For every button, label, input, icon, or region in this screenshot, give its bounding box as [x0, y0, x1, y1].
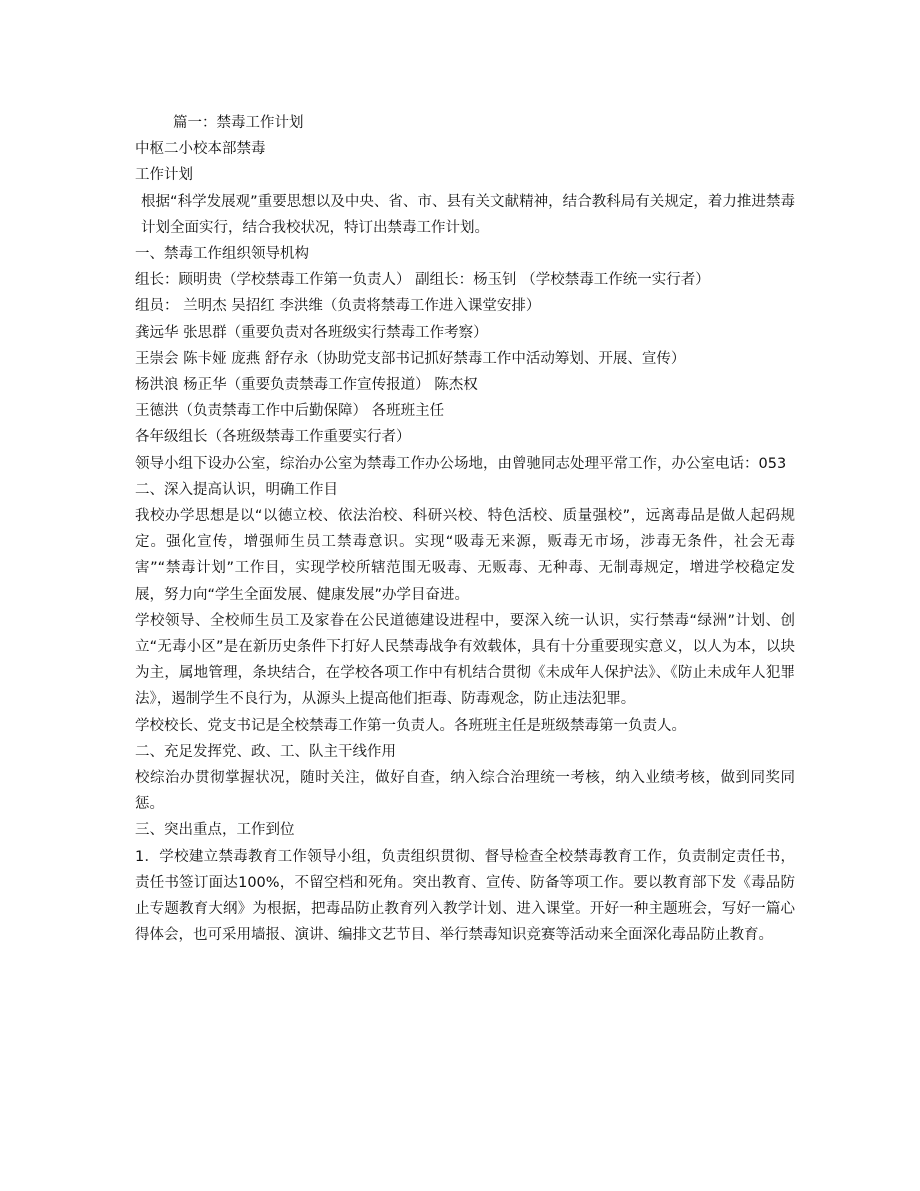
section-1-members-line-6: 各年级组长（各班级禁毒工作重要实行者）: [135, 429, 411, 446]
section-4-paragraph-1: 1．学校建立禁毒教育工作领导小组，负责组织贯彻、督导检查全校禁毒教育工作，负责制定责任书，责任书签订面达100%，不留空档和死角。突出教育、宣传、防备等项工作。要以教育部下发《毒品防止专题教育大纲》为根据，把毒品防止教育列入教学计划、进入课堂。开好一种主题班会，写好一篇心得体会，也可采用墙报、演讲、编排文艺节目、举行禁毒知识竞赛等活动来全面深化毒品防止教育。: [135, 848, 795, 944]
section-2-paragraph-2: 学校领导、全校师生员工及家眷在公民道德建设进程中，要深入统一认识，实行禁毒“绿洲”计划、创立“无毒小区”是在新历史条件下打好人民禁毒战争有效载体，具有十分重要现实意义，以人为本，以块为主，属地管理，条块结合，在学校各项工作中有机结合贯彻《未成年人保护法》、《防止未成年人犯罪法》，遏制学生不良行为，从源头上提高他们拒毒、防毒观念，防止违法犯罪。: [135, 612, 795, 708]
section-4-heading: 三、突出重点，工作到位: [135, 822, 295, 839]
section-1-heading: 一、禁毒工作组织领导机构: [135, 246, 309, 263]
section-2-heading: 二、深入提高认识，明确工作目: [135, 481, 338, 498]
section-3-paragraph-1: 校综治办贯彻掌握状况，随时关注，做好自查，纳入综合治理统一考核，纳入业绩考核，做到同奖同惩。: [135, 770, 795, 813]
section-1-members-line-2: 龚远华 张思群（重要负责对各班级实行禁毒工作考察）: [135, 324, 488, 341]
section-2-paragraph-3: 学校校长、党支书记是全校禁毒工作第一负责人。各班班主任是班级禁毒第一负责人。: [135, 717, 686, 734]
section-1-members-line-1: 组员： 兰明杰 吴招红 李洪维（负责将禁毒工作进入课堂安排）: [135, 298, 541, 315]
section-1-office-paragraph: 领导小组下设办公室，综治办公室为禁毒工作办公场地，由曾驰同志处理平常工作，办公室电话：053: [135, 455, 787, 472]
section-3-heading: 二、充足发挥党、政、工、队主干线作用: [135, 743, 396, 760]
section-1-members-line-5: 王德洪（负责禁毒工作中后勤保障） 各班班主任: [135, 403, 445, 420]
section-1-leader-line: 组长：顾明贵（学校禁毒工作第一负责人） 副组长：杨玉钊 （学校禁毒工作统一实行者）: [135, 272, 710, 289]
section-1-members-line-3: 王崇会 陈卡娅 庞燕 舒存永（协助党支部书记抓好禁毒工作中活动筹划、开展、宣传）: [135, 350, 686, 367]
document-subtitle-plan: 工作计划: [135, 167, 193, 184]
document-page: [135, 110, 795, 949]
document-title: 篇一：禁毒工作计划: [173, 115, 304, 131]
section-2-paragraph-1: 我校办学思想是以“以德立校、依法治校、科研兴校、特色活校、质量强校”，远离毒品是做人起码规定。强化宣传，增强师生员工禁毒意识。实现“吸毒无来源，贩毒无市场，涉毒无条件，社会无毒害”“禁毒计划”工作目，实现学校所辖范围无吸毒、无贩毒、无种毒、无制毒规定，增进学校稳定发展，努力向“学生全面发展、健康发展”办学目奋进。: [135, 508, 795, 603]
document-subtitle-school: 中枢二小校本部禁毒: [135, 141, 266, 158]
intro-paragraph: 根据“科学发展观”重要思想以及中央、省、市、县有关文献精神，结合教科局有关规定，着力推进禁毒计划全面实行，结合我校状况，特订出禁毒工作计划。: [141, 193, 795, 236]
section-1-members-line-4: 杨洪浪 杨正华（重要负责禁毒工作宣传报道） 陈杰权: [135, 377, 478, 394]
